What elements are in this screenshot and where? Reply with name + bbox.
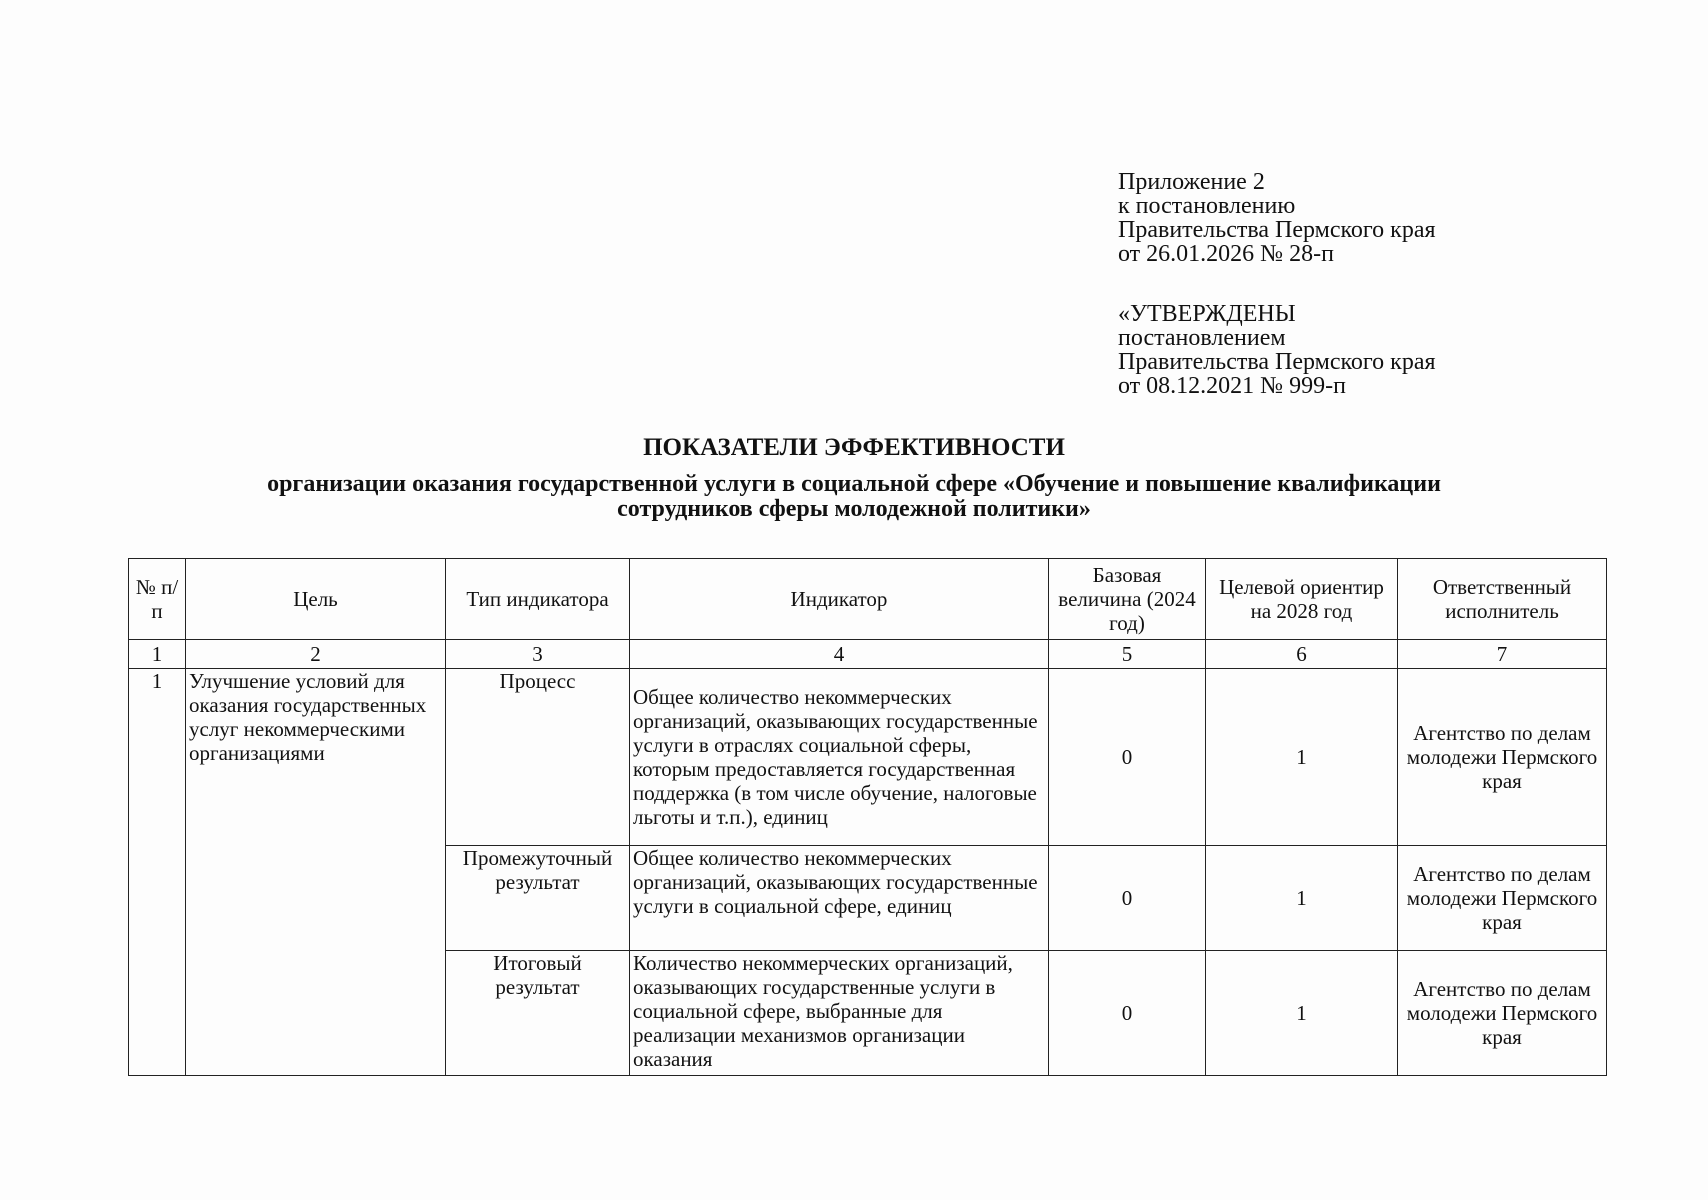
header-responsible: Ответственный исполнитель (1398, 559, 1607, 640)
document-title: ПОКАЗАТЕЛИ ЭФФЕКТИВНОСТИ (643, 434, 1065, 461)
approval-note (1118, 302, 1578, 398)
header-num: № п/п (129, 559, 186, 640)
column-number: 3 (446, 640, 630, 669)
column-number: 1 (129, 640, 186, 669)
column-number: 2 (186, 640, 446, 669)
column-number: 6 (1206, 640, 1398, 669)
subtitle-line: сотрудников сферы молодежной политики» (617, 496, 1091, 522)
appendix-note (1118, 170, 1578, 266)
column-number: 5 (1049, 640, 1206, 669)
column-number-row (129, 640, 1607, 669)
document-subtitle (120, 472, 1588, 522)
header-goal: Цель (186, 559, 446, 640)
indicator-type-cell: Итоговый результат (446, 951, 630, 1076)
appendix-line: к постановлению (1118, 193, 1296, 219)
column-number: 7 (1398, 640, 1607, 669)
table-header-row (129, 559, 1607, 640)
approval-line: «УТВЕРЖДЕНЫ (1118, 301, 1296, 327)
header-base: Базовая величина (2024 год) (1049, 559, 1206, 640)
responsible-cell: Агентство по делам молодежи Пермского края (1398, 951, 1607, 1076)
table-row (129, 669, 1607, 846)
indicator-cell: Общее количество некоммерческих организаций, оказывающих государственные услуги в отраслях социальной сферы, которым предоставляется государственная поддержка (в том числе обучение, налоговые льготы и т.п.), единиц (630, 669, 1049, 846)
target-value-cell: 1 (1206, 846, 1398, 951)
indicator-type-cell: Промежуточный результат (446, 846, 630, 951)
indicators-table (128, 558, 1607, 1076)
responsible-cell: Агентство по делам молодежи Пермского края (1398, 669, 1607, 846)
appendix-line: Приложение 2 (1118, 169, 1265, 195)
approval-line: Правительства Пермского края (1118, 349, 1436, 375)
approval-line: постановлением (1118, 325, 1286, 351)
goal-cell: Улучшение условий для оказания государственных услуг некоммерческими организациями (186, 669, 446, 1076)
row-number: 1 (129, 669, 186, 1076)
indicator-cell: Общее количество некоммерческих организаций, оказывающих государственные услуги в социальной сфере, единиц (630, 846, 1049, 951)
indicator-cell: Количество некоммерческих организаций, оказывающих государственные услуги в социальной сфере, выбранные для реализации механизмов организации оказания (630, 951, 1049, 1076)
base-value-cell: 0 (1049, 951, 1206, 1076)
target-value-cell: 1 (1206, 951, 1398, 1076)
target-value-cell: 1 (1206, 669, 1398, 846)
approval-line: от 08.12.2021 № 999-п (1118, 373, 1346, 399)
indicator-type-cell: Процесс (446, 669, 630, 846)
appendix-line: Правительства Пермского края (1118, 217, 1436, 243)
base-value-cell: 0 (1049, 669, 1206, 846)
header-type: Тип индикатора (446, 559, 630, 640)
header-indicator: Индикатор (630, 559, 1049, 640)
column-number: 4 (630, 640, 1049, 669)
header-target: Целевой ориентир на 2028 год (1206, 559, 1398, 640)
responsible-cell: Агентство по делам молодежи Пермского края (1398, 846, 1607, 951)
subtitle-line: организации оказания государственной услуги в социальной сфере «Обучение и повышение квалификации (267, 471, 1441, 497)
appendix-line: от 26.01.2026 № 28-п (1118, 241, 1334, 267)
base-value-cell: 0 (1049, 846, 1206, 951)
